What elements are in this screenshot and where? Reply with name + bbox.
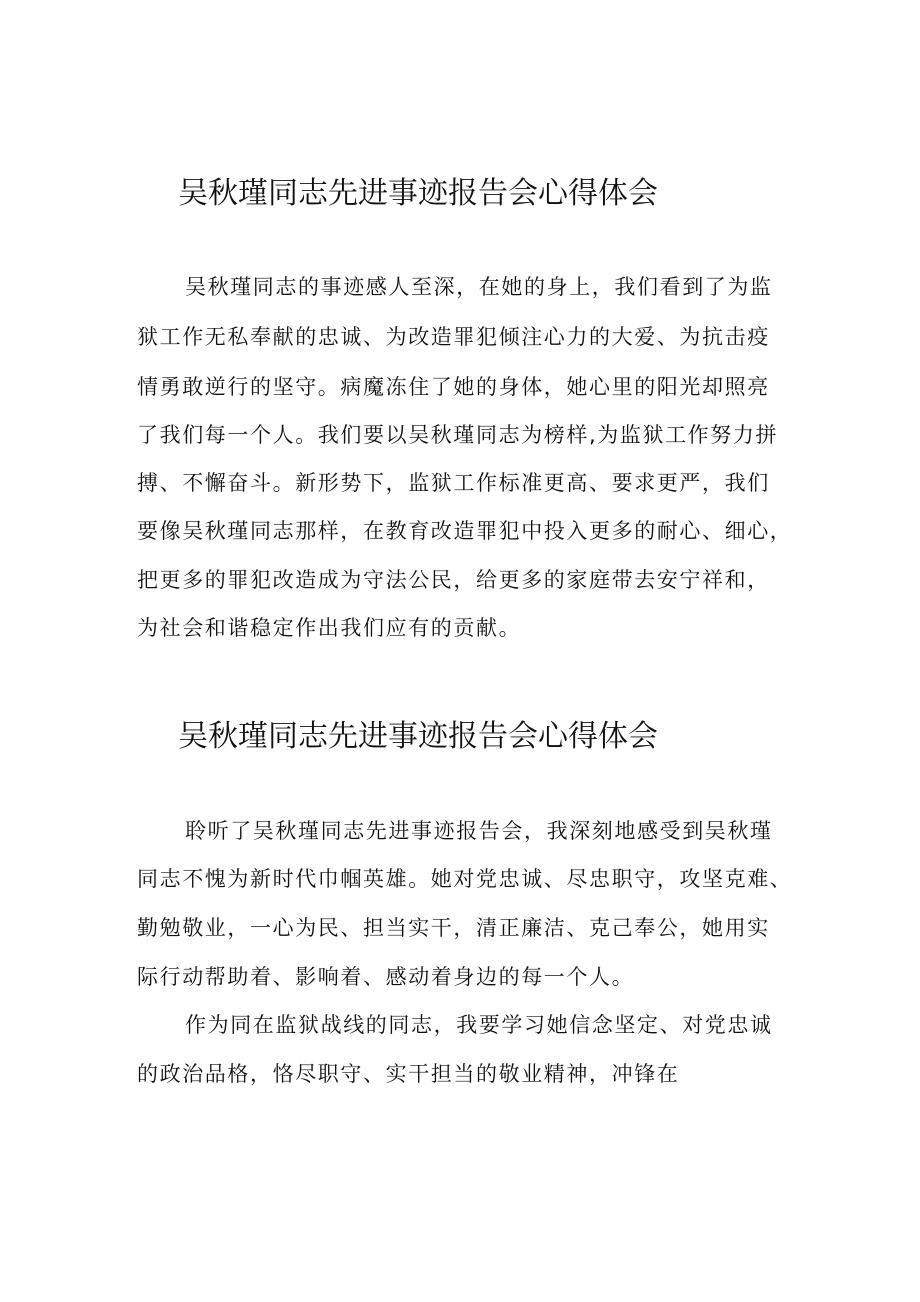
section-1-title: 吴秋瑾同志先进事迹报告会心得体会 [178,176,658,211]
section-1-line-3: 情勇敢逆行的坚守。病魔冻住了她的身体，她心里的阳光却照亮 [137,375,770,399]
section-1-line-2: 狱工作无私奉献的忠诚、为改造罪犯倾注心力的大爱、为抗击疫 [137,325,770,349]
section-1-line-4: 了我们每一个人。我们要以吴秋瑾同志为榜样,为监狱工作努力拼 [137,423,779,447]
section-2-para-2-line-1: 作为同在监狱战线的同志，我要学习她信念坚定、对党忠诚 [185,1013,773,1037]
section-2-para-2-line-2: 的政治品格，恪尽职守、实干担当的敬业精神，冲锋在 [137,1062,680,1086]
section-1-line-1: 吴秋瑾同志的事迹感人至深，在她的身上，我们看到了为监 [185,275,773,299]
section-1-line-8: 为社会和谐稳定作出我们应有的贡献。 [137,616,522,640]
section-2-para-1-line-1: 聆听了吴秋瑾同志先进事迹报告会，我深刻地感受到吴秋瑾 [185,819,773,843]
section-2-para-1-line-3: 勤勉敬业，一心为民、担当实干，清正廉洁、克己奉公，她用实 [137,916,770,940]
section-2-para-1-line-2: 同志不愧为新时代巾帼英雄。她对党忠诚、尽忠职守，攻坚克难、 [137,867,793,891]
section-2-para-1-line-4: 际行动帮助着、影响着、感动着身边的每一个人。 [137,965,635,989]
section-1-line-5: 搏、不懈奋斗。新形势下，监狱工作标准更高、要求更严，我们 [137,471,770,495]
section-1-line-7: 把更多的罪犯改造成为守法公民，给更多的家庭带去安宁祥和， [137,568,770,592]
section-2-title: 吴秋瑾同志先进事迹报告会心得体会 [178,719,658,754]
section-1-line-6: 要像吴秋瑾同志那样，在教育改造罪犯中投入更多的耐心、细心， [137,519,793,543]
